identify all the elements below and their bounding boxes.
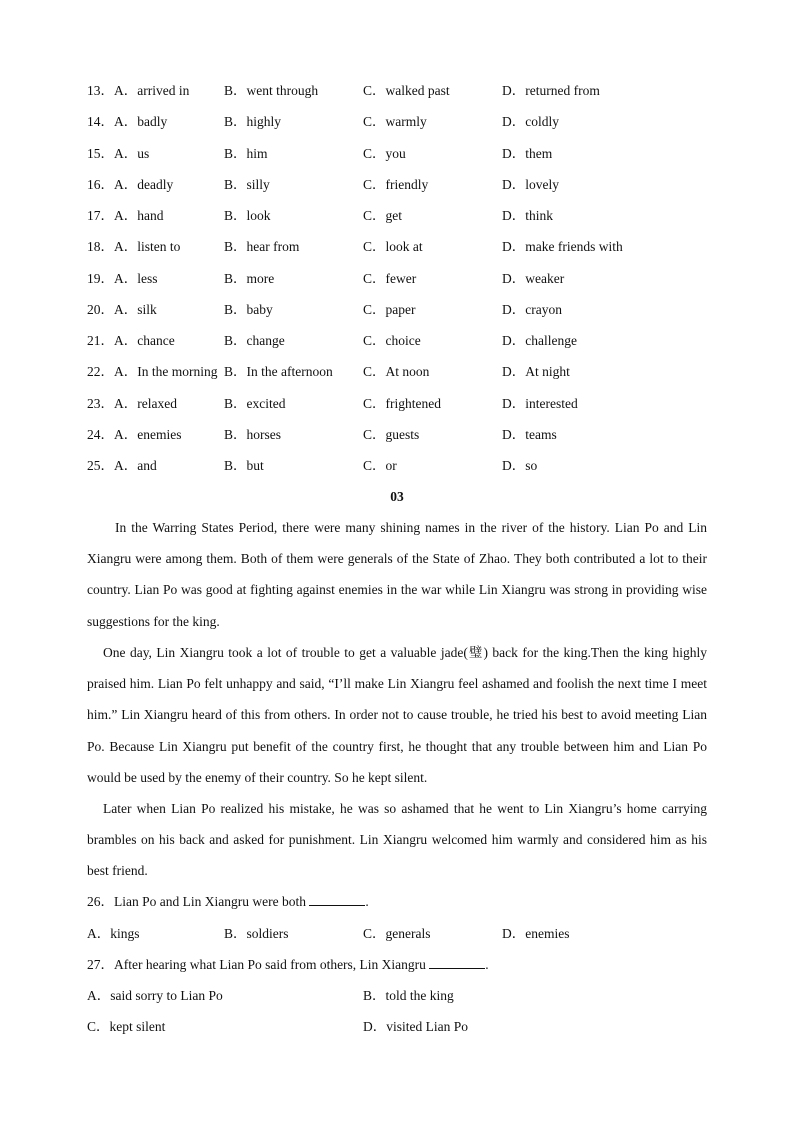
option-b[interactable]: B．but bbox=[224, 458, 264, 473]
option-a[interactable]: 23．A．relaxed bbox=[87, 395, 177, 411]
option-row bbox=[87, 456, 707, 476]
option-c[interactable]: C．look at bbox=[363, 239, 423, 255]
option-a[interactable]: 14．A．badly bbox=[87, 114, 168, 130]
option-c[interactable]: C．frightened bbox=[363, 395, 441, 411]
option-b[interactable]: B．excited bbox=[224, 395, 286, 411]
option-c[interactable]: C．get bbox=[363, 208, 402, 223]
question-27-stem: 27．After hearing what Lian Po said from others, Lin Xiangru bbox=[87, 957, 426, 972]
option-d[interactable]: D．so bbox=[502, 458, 538, 473]
option-a[interactable]: 21．A．chance bbox=[87, 333, 175, 348]
option-row bbox=[87, 362, 707, 382]
answer-blank[interactable] bbox=[429, 956, 485, 969]
passage-paragraph-2-text: One day, Lin Xiangru took a lot of trouble to get a valuable jade(璧) back for the king.Then the king highly praised him. Lian Po felt unhappy and said, “I’ll make Lin Xiangru feel ashamed and foolish the next time I meet him.” Lin Xiangru heard of this from others. In order not to cause trouble, he tried his best to avoid meeting Lian Po. Because Lin Xiangru put benefit of the country first, he thought that any trouble between him and Lian Po would be used by the enemy of their country. So he kept silent. bbox=[87, 645, 707, 785]
option-b[interactable]: B．silly bbox=[224, 176, 270, 192]
passage-paragraph-1-text: In the Warring States Period, there were many shining names in the river of the history. Lian Po and Lin Xiangru were among them. Both of them were generals of the State of Zhao. They both contributed a lot to their country. Lian Po was good at fighting against enemies in the war while Lin Xiangru was strong in providing wise suggestions for the king. bbox=[87, 520, 707, 629]
option-b[interactable]: B．went through bbox=[224, 83, 319, 98]
answer-blank[interactable] bbox=[309, 893, 365, 906]
option-row bbox=[87, 425, 707, 445]
option-c[interactable]: C．fewer bbox=[363, 270, 417, 286]
option-b[interactable]: B．hear from bbox=[224, 239, 300, 255]
option-a[interactable]: 17．A．hand bbox=[87, 208, 164, 223]
option-row bbox=[87, 206, 707, 226]
option-d[interactable]: D．interested bbox=[502, 395, 578, 411]
option-row bbox=[87, 331, 707, 351]
option-row bbox=[87, 144, 707, 164]
option-a[interactable]: 16．A．deadly bbox=[87, 176, 174, 192]
option-a[interactable]: 24．A．enemies bbox=[87, 426, 182, 442]
option-d[interactable]: D．coldly bbox=[502, 114, 559, 130]
option-c[interactable]: C．generals bbox=[363, 926, 431, 941]
option-c[interactable]: C．kept silent bbox=[87, 1019, 166, 1034]
option-c[interactable]: C．or bbox=[363, 458, 397, 473]
passage-paragraph-2 bbox=[87, 637, 707, 793]
option-a[interactable]: 18．A．listen to bbox=[87, 239, 181, 255]
option-d[interactable]: D．At night bbox=[502, 364, 570, 380]
option-b[interactable]: B．more bbox=[224, 270, 275, 286]
option-a[interactable]: 25．A．and bbox=[87, 458, 157, 473]
question-27-end: . bbox=[485, 957, 489, 972]
option-b[interactable]: B．baby bbox=[224, 301, 273, 317]
option-b[interactable]: B．In the afternoon bbox=[224, 364, 333, 380]
option-a[interactable]: A．kings bbox=[87, 926, 140, 941]
option-d[interactable]: D．lovely bbox=[502, 176, 559, 192]
option-d[interactable]: D．challenge bbox=[502, 333, 577, 348]
question-26-stem: 26．Lian Po and Lin Xiangru were both bbox=[87, 894, 306, 909]
option-c[interactable]: C．walked past bbox=[363, 83, 450, 98]
option-b[interactable]: B．soldiers bbox=[224, 926, 289, 941]
passage-paragraph-3-text: Later when Lian Po realized his mistake, he was so ashamed that he went to Lin Xiangru’s home carrying brambles on his back and asked for punishment. Lin Xiangru welcomed him warmly and considered him as his best friend. bbox=[87, 801, 707, 879]
passage-paragraph-1 bbox=[87, 512, 707, 637]
option-a[interactable]: 19．A．less bbox=[87, 270, 158, 286]
option-a[interactable]: 13．A．arrived in bbox=[87, 83, 190, 98]
question-26 bbox=[87, 892, 707, 912]
option-a[interactable]: 22．A．In the morning bbox=[87, 364, 218, 380]
option-c[interactable]: C．warmly bbox=[363, 114, 427, 130]
option-a[interactable]: 15．A．us bbox=[87, 145, 150, 161]
option-c[interactable]: C．guests bbox=[363, 426, 420, 442]
option-row bbox=[87, 81, 707, 101]
option-row bbox=[87, 300, 707, 320]
question-26-options bbox=[87, 924, 707, 944]
option-b[interactable]: B．him bbox=[224, 145, 268, 161]
option-c[interactable]: C．you bbox=[363, 145, 406, 161]
option-b[interactable]: B．change bbox=[224, 333, 285, 348]
option-d[interactable]: D．crayon bbox=[502, 301, 562, 317]
option-b[interactable]: B．look bbox=[224, 208, 271, 223]
option-d[interactable]: D．visited Lian Po bbox=[363, 1019, 468, 1034]
option-row bbox=[87, 269, 707, 289]
question-27-options-row-1 bbox=[87, 986, 707, 1006]
passage-paragraph-3 bbox=[87, 793, 707, 887]
option-b[interactable]: B．highly bbox=[224, 114, 282, 130]
option-row bbox=[87, 112, 707, 132]
question-27 bbox=[87, 955, 707, 975]
option-d[interactable]: D．returned from bbox=[502, 83, 600, 98]
option-a[interactable]: A．said sorry to Lian Po bbox=[87, 988, 223, 1003]
option-d[interactable]: D．weaker bbox=[502, 270, 565, 286]
option-d[interactable]: D．enemies bbox=[502, 926, 570, 941]
option-row bbox=[87, 394, 707, 414]
option-c[interactable]: C．At noon bbox=[363, 364, 430, 380]
question-27-options-row-2 bbox=[87, 1017, 707, 1037]
option-c[interactable]: C．choice bbox=[363, 333, 421, 348]
option-row bbox=[87, 175, 707, 195]
option-row bbox=[87, 237, 707, 257]
option-d[interactable]: D．make friends with bbox=[502, 239, 623, 255]
option-d[interactable]: D．them bbox=[502, 145, 553, 161]
question-26-end: . bbox=[365, 894, 369, 909]
option-b[interactable]: B．horses bbox=[224, 426, 281, 442]
option-d[interactable]: D．think bbox=[502, 208, 554, 223]
option-c[interactable]: C．paper bbox=[363, 301, 416, 317]
section-number: 03 bbox=[390, 489, 404, 504]
option-c[interactable]: C．friendly bbox=[363, 176, 429, 192]
option-a[interactable]: 20．A．silk bbox=[87, 301, 157, 317]
option-d[interactable]: D．teams bbox=[502, 426, 557, 442]
option-b[interactable]: B．told the king bbox=[363, 988, 454, 1003]
